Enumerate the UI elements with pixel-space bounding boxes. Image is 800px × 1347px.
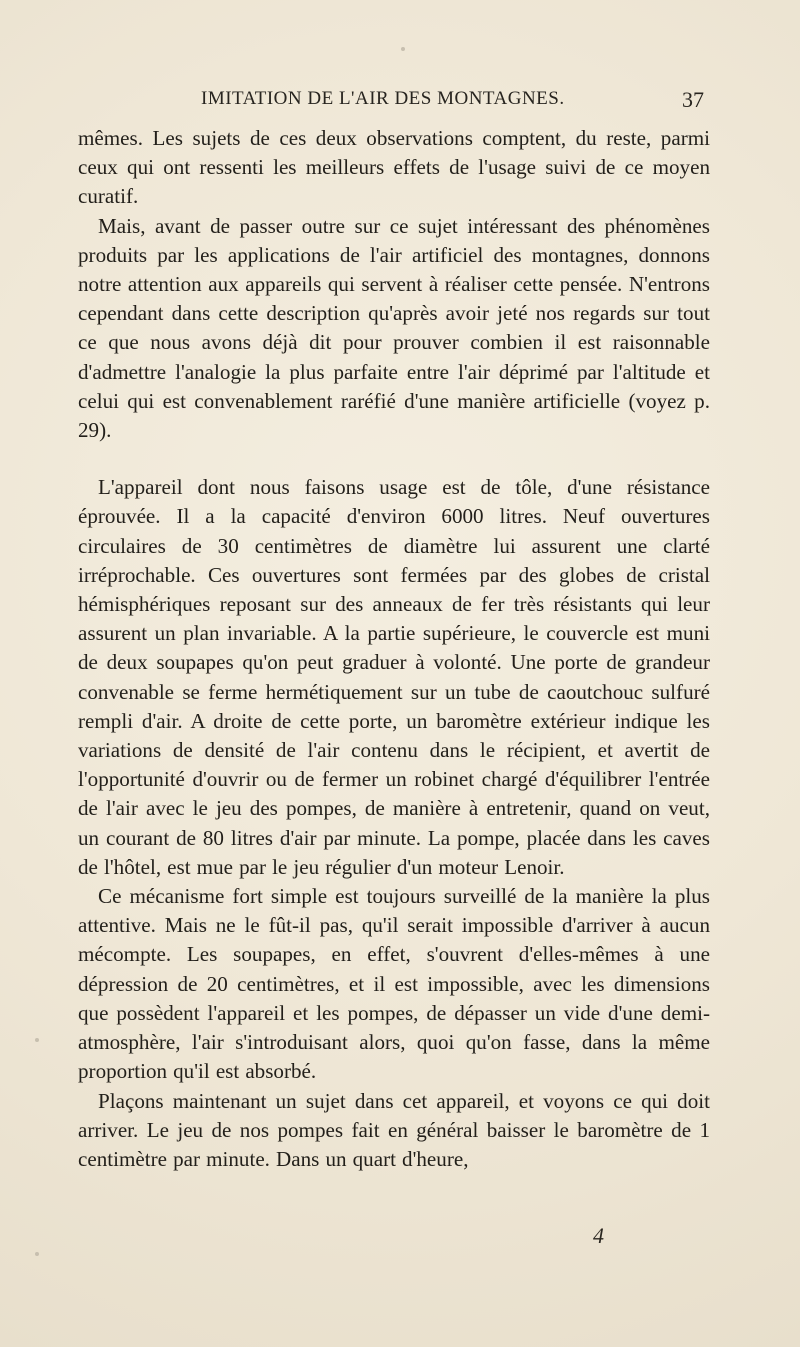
paper-speck: [401, 47, 405, 51]
paper-speck: [35, 1252, 39, 1256]
paragraph-1: mêmes. Les sujets de ces deux observations comptent, du reste, parmi ceux qui ont ressenti les meilleurs effets de l'usage suivi de ce moyen curatif.: [78, 126, 710, 209]
signature-mark: 4: [593, 1223, 604, 1248]
paragraph-2: Mais, avant de passer outre sur ce sujet intéressant des phénomènes produits par les applications de l'air artificiel des montagnes, donnons notre attention aux appareils qui servent à réaliser cette pensée. N'entrons cependant dans cette description qu'après avoir jeté nos regards sur tout ce que nous avons déjà dit pour prouver combien il est raisonnable d'admettre l'analogie la plus parfaite entre l'air déprimé par l'altitude et celui qui est convenablement raréfié d'une manière artificielle (voyez p. 29).: [78, 213, 710, 443]
paragraph-4: Ce mécanisme fort simple est toujours surveillé de la manière la plus attentive. Mais ne le fût-il pas, qu'il serait impossible d'arriver à aucun mécompte. Les soupapes, en effet, s'ouvrent d'elles-mêmes à une dépression de 20 centimètres, et il est impossible, avec les dimensions que possèdent l'appareil et les pompes, de dépasser un vide d'une demi-atmosphère, l'air s'introduisant alors, quoi qu'on fasse, dans la même proportion qu'il est absorbé.: [78, 884, 710, 1084]
running-title: IMITATION DE L'AIR DES MONTAGNES.: [201, 88, 565, 109]
paragraph-3: L'appareil dont nous faisons usage est de tôle, d'une résistance éprouvée. Il a la capacité d'environ 6000 litres. Neuf ouvertures circulaires de 30 centimètres de diamètre lui assurent une clarté irréprochable. Ces ouvertures sont fermées par des globes de cristal hémisphériques reposant sur des anneaux de fer très résistants qui leur assurent un plan invariable. A la partie supérieure, le couvercle est muni de deux soupapes qu'on peut graduer à volonté. Une porte de grandeur convenable se ferme hermétiquement sur un tube de caoutchouc sulfuré rempli d'air. A droite de cette porte, un baromètre extérieur indique les variations de densité de l'air contenu dans le récipient, et avertit de l'opportunité d'ouvrir ou de fermer un robinet chargé d'équilibrer l'entrée de l'air avec le jeu des pompes, de manière à entretenir, quand on veut, un courant de 80 litres d'air par minute. La pompe, placée dans les caves de l'hôtel, est mue par le jeu régulier d'un moteur Lenoir.: [78, 475, 710, 879]
paragraph-5: Plaçons maintenant un sujet dans cet appareil, et voyons ce qui doit arriver. Le jeu de nos pompes fait en général baisser le baromètre de 1 centimètre par minute. Dans un quart d'heure,: [78, 1088, 710, 1171]
paper-speck: [35, 1038, 39, 1042]
page-number: 37: [682, 87, 704, 112]
page-header: [80, 88, 712, 118]
body-text: [78, 124, 710, 1174]
